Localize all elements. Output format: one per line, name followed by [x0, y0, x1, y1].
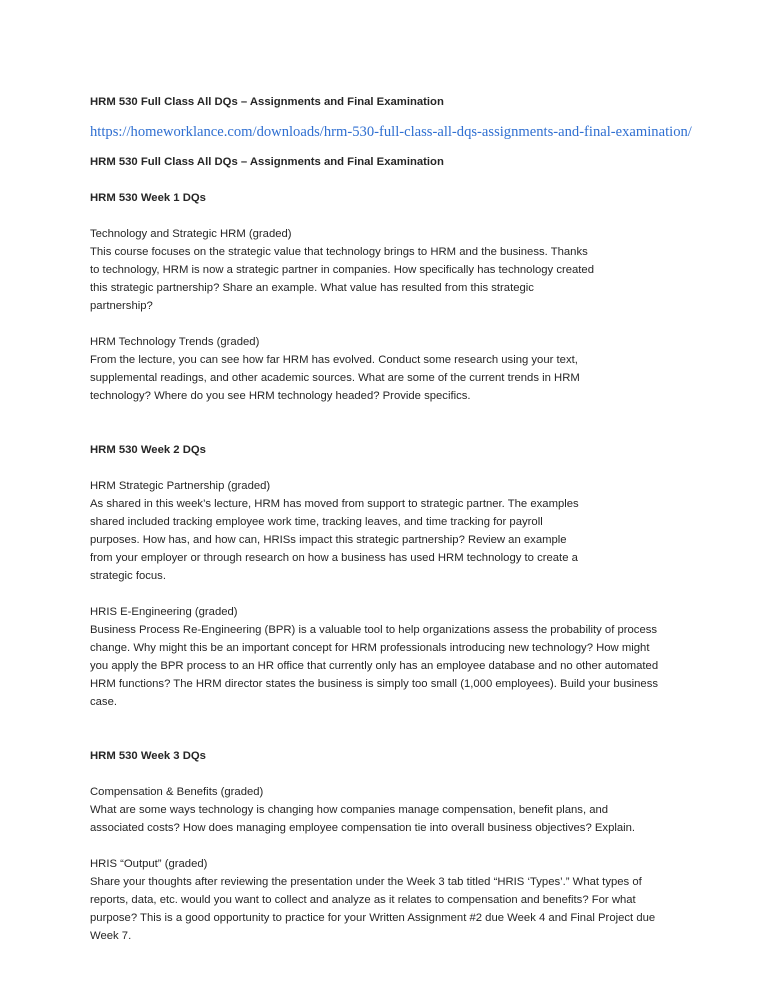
dq-text-line: supplemental readings, and other academic sources. What are some of the current trends in HRM: [90, 372, 580, 384]
dq-text-line: Share your thoughts after reviewing the presentation under the Week 3 tab titled “HRIS ‘Types’.” What types of: [90, 876, 642, 888]
dq-text-line: you apply the BPR process to an HR office that currently only has an employee database and no other automated: [90, 660, 659, 672]
dq-title: Technology and Strategic HRM (graded): [90, 228, 292, 240]
dq-text-line: associated costs? How does managing employee compensation tie into overall business objectives? Explain.: [90, 822, 636, 834]
dq-text-line: to technology, HRM is now a strategic partner in companies. How specifically has technology created: [90, 264, 595, 276]
dq-text-line: Business Process Re-Engineering (BPR) is a valuable tool to help organizations assess the probability of process: [90, 624, 658, 636]
dq-text-line: purpose? This is a good opportunity to practice for your Written Assignment #2 due Week 4 and Final Project due: [90, 912, 656, 924]
dq-text-line: technology? Where do you see HRM technology headed? Provide specifics.: [90, 390, 471, 402]
week1-dq1: [90, 225, 690, 315]
dq-text-line: From the lecture, you can see how far HRM has evolved. Conduct some research using your text,: [90, 354, 578, 366]
week3-heading: HRM 530 Week 3 DQs: [90, 750, 206, 762]
dq-title: HRIS “Output” (graded): [90, 858, 208, 870]
dq-text-line: partnership?: [90, 300, 153, 312]
dq-text-line: change. Why might this be an important concept for HRM professionals introducing new technology? How might: [90, 642, 650, 654]
dq-text-line: this strategic partnership? Share an example. What value has resulted from this strategic: [90, 282, 534, 294]
dq-text-line: This course focuses on the strategic value that technology brings to HRM and the business. Thanks: [90, 246, 588, 258]
week2-dq2: [90, 603, 690, 711]
document-body: [90, 93, 690, 945]
week1-heading: HRM 530 Week 1 DQs: [90, 192, 206, 204]
dq-text-line: HRM functions? The HRM director states the business is simply too small (1,000 employees). Build your business: [90, 678, 659, 690]
dq-title: HRM Technology Trends (graded): [90, 336, 260, 348]
dq-text-line: purposes. How has, and how can, HRISs impact this strategic partnership? Review an example: [90, 534, 567, 546]
product-link[interactable]: https://homeworklance.com/downloads/hrm-530-full-class-all-dqs-assignments-and-final-examination/: [90, 124, 692, 140]
dq-text-line: What are some ways technology is changing how companies manage compensation, benefit plans, and: [90, 804, 609, 816]
week2-heading: HRM 530 Week 2 DQs: [90, 444, 206, 456]
week3-dq2: [90, 855, 690, 945]
dq-text-line: case.: [90, 696, 118, 708]
dq-text-line: As shared in this week’s lecture, HRM has moved from support to strategic partner. The examples: [90, 498, 579, 510]
week1-dq2: [90, 333, 690, 405]
dq-title: HRIS E-Engineering (graded): [90, 606, 238, 618]
dq-text-line: Week 7.: [90, 930, 132, 942]
week3-dq1: [90, 783, 690, 837]
dq-text-line: from your employer or through research on how a business has used HRM technology to create a: [90, 552, 578, 564]
week2-dq1: [90, 477, 690, 585]
dq-title: Compensation & Benefits (graded): [90, 786, 264, 798]
dq-text-line: shared included tracking employee work time, tracking leaves, and time tracking for payroll: [90, 516, 543, 528]
dq-title: HRM Strategic Partnership (graded): [90, 480, 271, 492]
dq-text-line: strategic focus.: [90, 570, 166, 582]
document-title-repeat: HRM 530 Full Class All DQs – Assignments and Final Examination: [90, 156, 444, 168]
document-title: HRM 530 Full Class All DQs – Assignments and Final Examination: [90, 96, 444, 108]
dq-text-line: reports, data, etc. would you want to collect and analyze as it relates to compensation and benefits? For what: [90, 894, 636, 906]
